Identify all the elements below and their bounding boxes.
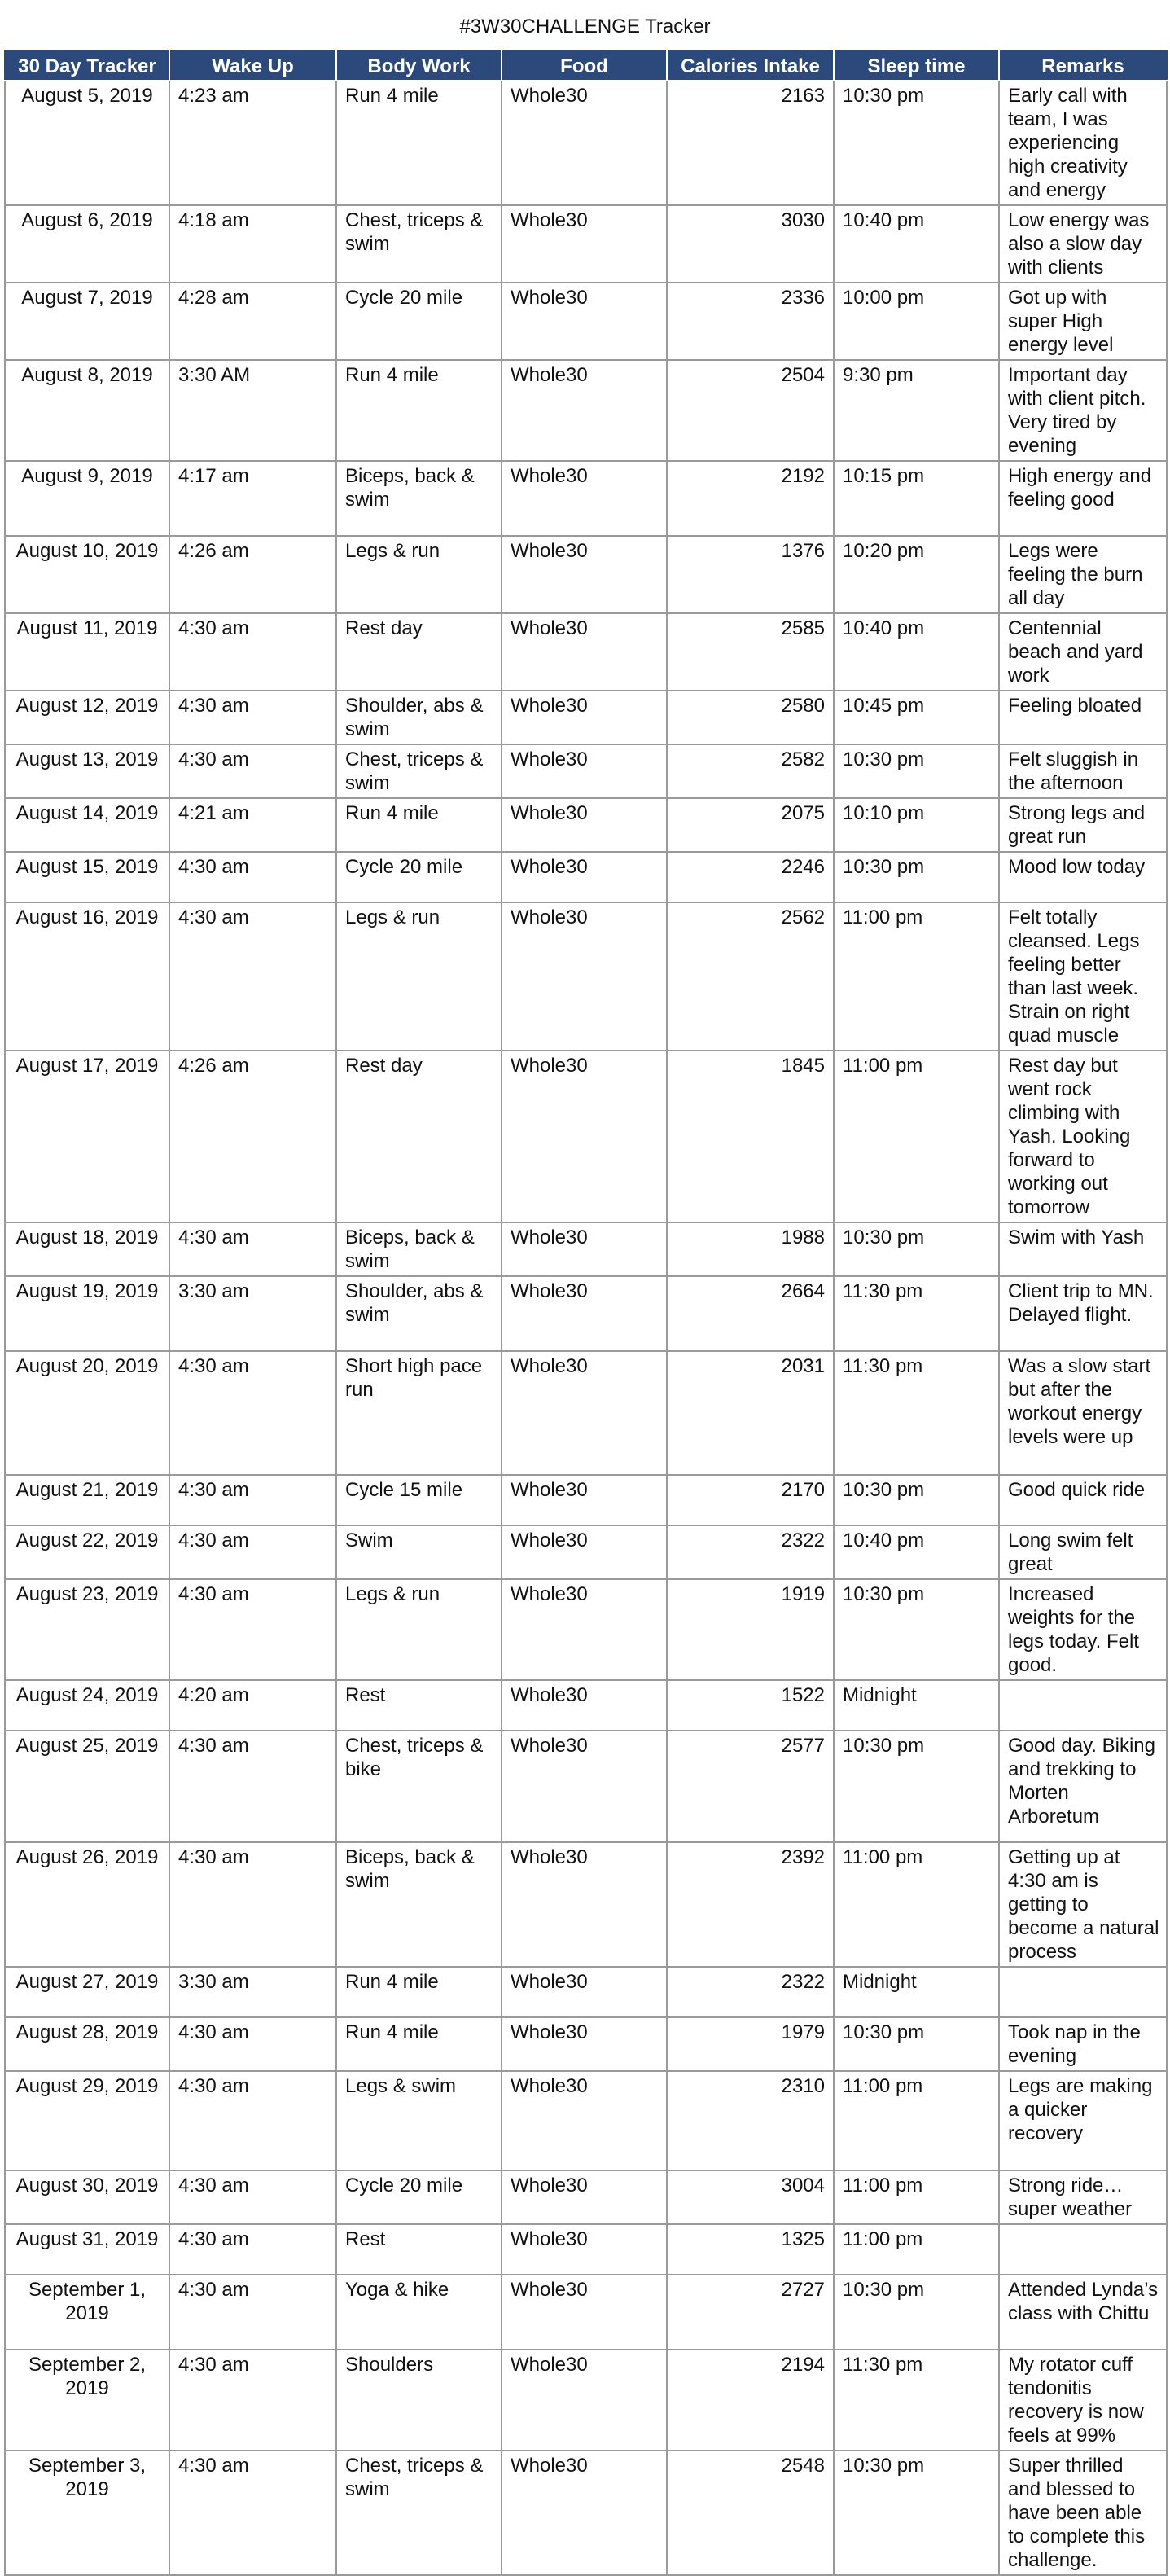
row-calories: 2310: [667, 2071, 834, 2170]
row-food: Whole30: [502, 536, 667, 613]
table-row: [5, 613, 1167, 691]
row-date: September 3, 2019: [5, 2451, 169, 2575]
row-food: Whole30: [502, 2451, 667, 2575]
row-wake-up: 4:30 am: [169, 2451, 336, 2575]
row-calories: 3030: [667, 205, 834, 283]
tracker-table: [4, 50, 1168, 2576]
column-header-wake-up: Wake Up: [169, 51, 336, 81]
table-row: [5, 2017, 1167, 2071]
row-remarks: Mood low today: [999, 852, 1167, 902]
row-body-work: Run 4 mile: [336, 360, 502, 461]
row-body-work: Rest day: [336, 1051, 502, 1222]
row-calories: 2322: [667, 1525, 834, 1579]
row-wake-up: 4:26 am: [169, 1051, 336, 1222]
column-header-sleep-time: Sleep time: [834, 51, 999, 81]
row-food: Whole30: [502, 1967, 667, 2017]
row-remarks: Strong legs and great run: [999, 798, 1167, 852]
row-sleep-time: 11:00 pm: [834, 1842, 999, 1967]
row-body-work: Chest, triceps & bike: [336, 1731, 502, 1842]
row-wake-up: 4:30 am: [169, 2017, 336, 2071]
row-calories: 2548: [667, 2451, 834, 2575]
row-sleep-time: 10:20 pm: [834, 536, 999, 613]
row-calories: 1845: [667, 1051, 834, 1222]
row-date: August 12, 2019: [5, 691, 169, 744]
row-calories: 2504: [667, 360, 834, 461]
row-sleep-time: 11:00 pm: [834, 2071, 999, 2170]
row-wake-up: 4:30 am: [169, 2071, 336, 2170]
row-date: August 21, 2019: [5, 1475, 169, 1525]
row-body-work: Run 4 mile: [336, 81, 502, 205]
row-body-work: Chest, triceps & swim: [336, 744, 502, 798]
row-date: August 27, 2019: [5, 1967, 169, 2017]
row-date: August 5, 2019: [5, 81, 169, 205]
row-calories: 1988: [667, 1222, 834, 1276]
table-row: [5, 1842, 1167, 1967]
row-sleep-time: 11:30 pm: [834, 2350, 999, 2451]
row-remarks: Increased weights for the legs today. Felt good.: [999, 1579, 1167, 1680]
row-sleep-time: 10:30 pm: [834, 2017, 999, 2071]
row-calories: 2577: [667, 1731, 834, 1842]
table-row: [5, 1351, 1167, 1475]
row-sleep-time: 10:45 pm: [834, 691, 999, 744]
row-food: Whole30: [502, 2071, 667, 2170]
row-remarks: My rotator cuff tendonitis recovery is now feels at 99%: [999, 2350, 1167, 2451]
table-row: [5, 902, 1167, 1051]
row-wake-up: 4:20 am: [169, 1680, 336, 1731]
row-remarks: [999, 1967, 1167, 2017]
row-calories: 1325: [667, 2224, 834, 2275]
row-calories: 2562: [667, 902, 834, 1051]
row-food: Whole30: [502, 1475, 667, 1525]
table-row: [5, 1475, 1167, 1525]
row-food: Whole30: [502, 691, 667, 744]
table-row: [5, 2350, 1167, 2451]
row-sleep-time: 10:30 pm: [834, 1579, 999, 1680]
row-wake-up: 4:30 am: [169, 2350, 336, 2451]
row-sleep-time: Midnight: [834, 1680, 999, 1731]
row-remarks: Swim with Yash: [999, 1222, 1167, 1276]
row-date: August 15, 2019: [5, 852, 169, 902]
row-sleep-time: 10:15 pm: [834, 461, 999, 536]
row-date: August 30, 2019: [5, 2170, 169, 2224]
table-row: [5, 2451, 1167, 2575]
row-body-work: Cycle 20 mile: [336, 2170, 502, 2224]
row-food: Whole30: [502, 1842, 667, 1967]
row-sleep-time: 11:30 pm: [834, 1351, 999, 1475]
row-calories: 2664: [667, 1276, 834, 1351]
row-sleep-time: 9:30 pm: [834, 360, 999, 461]
row-body-work: Biceps, back & swim: [336, 1222, 502, 1276]
row-food: Whole30: [502, 2275, 667, 2350]
table-row: [5, 1276, 1167, 1351]
row-remarks: Early call with team, I was experiencing high creativity and energy: [999, 81, 1167, 205]
row-wake-up: 4:30 am: [169, 2275, 336, 2350]
row-date: August 17, 2019: [5, 1051, 169, 1222]
row-remarks: High energy and feeling good: [999, 461, 1167, 536]
row-remarks: Centennial beach and yard work: [999, 613, 1167, 691]
row-remarks: Felt totally cleansed. Legs feeling better than last week. Strain on right quad muscle: [999, 902, 1167, 1051]
row-food: Whole30: [502, 2350, 667, 2451]
row-calories: 1979: [667, 2017, 834, 2071]
column-header-food: Food: [502, 51, 667, 81]
table-row: [5, 798, 1167, 852]
row-wake-up: 4:30 am: [169, 613, 336, 691]
table-row: [5, 360, 1167, 461]
row-date: August 31, 2019: [5, 2224, 169, 2275]
row-body-work: Run 4 mile: [336, 1967, 502, 2017]
row-sleep-time: 10:00 pm: [834, 283, 999, 360]
table-row: [5, 1525, 1167, 1579]
row-wake-up: 4:18 am: [169, 205, 336, 283]
table-row: [5, 536, 1167, 613]
row-sleep-time: 11:00 pm: [834, 1051, 999, 1222]
row-food: Whole30: [502, 1680, 667, 1731]
row-sleep-time: 11:00 pm: [834, 2170, 999, 2224]
row-food: Whole30: [502, 744, 667, 798]
column-header-body-work: Body Work: [336, 51, 502, 81]
row-food: Whole30: [502, 360, 667, 461]
row-remarks: Long swim felt great: [999, 1525, 1167, 1579]
table-row: [5, 81, 1167, 205]
row-calories: 2163: [667, 81, 834, 205]
row-wake-up: 3:30 AM: [169, 360, 336, 461]
row-sleep-time: 10:30 pm: [834, 1475, 999, 1525]
row-body-work: Legs & swim: [336, 2071, 502, 2170]
table-row: [5, 691, 1167, 744]
row-wake-up: 4:30 am: [169, 2170, 336, 2224]
row-date: August 25, 2019: [5, 1731, 169, 1842]
row-sleep-time: 10:30 pm: [834, 1731, 999, 1842]
column-header-day: 30 Day Tracker: [5, 51, 169, 81]
row-date: August 22, 2019: [5, 1525, 169, 1579]
row-sleep-time: 11:30 pm: [834, 1276, 999, 1351]
row-date: August 19, 2019: [5, 1276, 169, 1351]
table-row: [5, 1579, 1167, 1680]
row-wake-up: 4:21 am: [169, 798, 336, 852]
row-wake-up: 3:30 am: [169, 1276, 336, 1351]
row-remarks: Client trip to MN. Delayed flight.: [999, 1276, 1167, 1351]
row-date: August 6, 2019: [5, 205, 169, 283]
row-body-work: Chest, triceps & swim: [336, 205, 502, 283]
row-date: August 29, 2019: [5, 2071, 169, 2170]
row-food: Whole30: [502, 461, 667, 536]
row-calories: 1522: [667, 1680, 834, 1731]
row-date: September 2, 2019: [5, 2350, 169, 2451]
row-calories: 2580: [667, 691, 834, 744]
row-calories: 2031: [667, 1351, 834, 1475]
row-body-work: Run 4 mile: [336, 2017, 502, 2071]
row-body-work: Shoulder, abs & swim: [336, 1276, 502, 1351]
row-remarks: Strong ride… super weather: [999, 2170, 1167, 2224]
row-food: Whole30: [502, 613, 667, 691]
table-row: [5, 1222, 1167, 1276]
row-calories: 2192: [667, 461, 834, 536]
row-body-work: Shoulder, abs & swim: [336, 691, 502, 744]
row-sleep-time: 10:30 pm: [834, 852, 999, 902]
row-food: Whole30: [502, 1579, 667, 1680]
row-body-work: Biceps, back & swim: [336, 461, 502, 536]
row-body-work: Shoulders: [336, 2350, 502, 2451]
row-date: August 7, 2019: [5, 283, 169, 360]
table-row: [5, 2224, 1167, 2275]
table-row: [5, 283, 1167, 360]
row-remarks: Good day. Biking and trekking to Morten Arboretum: [999, 1731, 1167, 1842]
table-row: [5, 2170, 1167, 2224]
row-sleep-time: Midnight: [834, 1967, 999, 2017]
row-food: Whole30: [502, 1276, 667, 1351]
row-remarks: Rest day but went rock climbing with Yash. Looking forward to working out tomorrow: [999, 1051, 1167, 1222]
row-sleep-time: 11:00 pm: [834, 902, 999, 1051]
row-remarks: Good quick ride: [999, 1475, 1167, 1525]
table-row: [5, 2071, 1167, 2170]
row-wake-up: 4:26 am: [169, 536, 336, 613]
row-calories: 2585: [667, 613, 834, 691]
row-calories: 1919: [667, 1579, 834, 1680]
row-wake-up: 4:30 am: [169, 902, 336, 1051]
row-calories: 2075: [667, 798, 834, 852]
row-wake-up: 4:30 am: [169, 1731, 336, 1842]
row-sleep-time: 10:40 pm: [834, 205, 999, 283]
row-remarks: Super thrilled and blessed to have been able to complete this challenge.: [999, 2451, 1167, 2575]
row-remarks: Attended Lynda’s class with Chittu: [999, 2275, 1167, 2350]
row-food: Whole30: [502, 852, 667, 902]
row-remarks: Was a slow start but after the workout energy levels were up: [999, 1351, 1167, 1475]
row-body-work: Cycle 15 mile: [336, 1475, 502, 1525]
row-remarks: [999, 1680, 1167, 1731]
row-body-work: Biceps, back & swim: [336, 1842, 502, 1967]
table-row: [5, 1967, 1167, 2017]
row-date: August 11, 2019: [5, 613, 169, 691]
row-remarks: [999, 2224, 1167, 2275]
row-date: August 14, 2019: [5, 798, 169, 852]
row-body-work: Rest: [336, 2224, 502, 2275]
row-sleep-time: 10:30 pm: [834, 744, 999, 798]
row-date: August 8, 2019: [5, 360, 169, 461]
row-wake-up: 3:30 am: [169, 1967, 336, 2017]
row-food: Whole30: [502, 81, 667, 205]
table-row: [5, 1051, 1167, 1222]
row-food: Whole30: [502, 2170, 667, 2224]
row-sleep-time: 10:30 pm: [834, 81, 999, 205]
row-food: Whole30: [502, 1525, 667, 1579]
row-body-work: Cycle 20 mile: [336, 283, 502, 360]
row-remarks: Took nap in the evening: [999, 2017, 1167, 2071]
row-date: August 9, 2019: [5, 461, 169, 536]
row-calories: 2246: [667, 852, 834, 902]
row-remarks: Legs are making a quicker recovery: [999, 2071, 1167, 2170]
table-row: [5, 744, 1167, 798]
row-date: August 16, 2019: [5, 902, 169, 1051]
row-food: Whole30: [502, 283, 667, 360]
row-food: Whole30: [502, 1731, 667, 1842]
row-body-work: Short high pace run: [336, 1351, 502, 1475]
table-row: [5, 461, 1167, 536]
row-calories: 2727: [667, 2275, 834, 2350]
row-wake-up: 4:28 am: [169, 283, 336, 360]
row-calories: 1376: [667, 536, 834, 613]
row-sleep-time: 10:10 pm: [834, 798, 999, 852]
row-wake-up: 4:17 am: [169, 461, 336, 536]
row-remarks: Getting up at 4:30 am is getting to become a natural process: [999, 1842, 1167, 1967]
row-food: Whole30: [502, 1051, 667, 1222]
row-calories: 2336: [667, 283, 834, 360]
row-wake-up: 4:30 am: [169, 1351, 336, 1475]
row-date: August 28, 2019: [5, 2017, 169, 2071]
row-body-work: Swim: [336, 1525, 502, 1579]
row-body-work: Cycle 20 mile: [336, 852, 502, 902]
row-food: Whole30: [502, 2017, 667, 2071]
row-body-work: Chest, triceps & swim: [336, 2451, 502, 2575]
row-wake-up: 4:30 am: [169, 2224, 336, 2275]
row-date: August 20, 2019: [5, 1351, 169, 1475]
row-remarks: Felt sluggish in the afternoon: [999, 744, 1167, 798]
row-date: August 13, 2019: [5, 744, 169, 798]
row-remarks: Important day with client pitch. Very tired by evening: [999, 360, 1167, 461]
row-date: August 10, 2019: [5, 536, 169, 613]
row-date: August 18, 2019: [5, 1222, 169, 1276]
row-wake-up: 4:30 am: [169, 691, 336, 744]
row-sleep-time: 10:30 pm: [834, 1222, 999, 1276]
row-food: Whole30: [502, 798, 667, 852]
table-row: [5, 1731, 1167, 1842]
row-date: September 1, 2019: [5, 2275, 169, 2350]
table-body: [5, 81, 1167, 2575]
row-body-work: Rest day: [336, 613, 502, 691]
column-header-calories: Calories Intake: [667, 51, 834, 81]
row-food: Whole30: [502, 1351, 667, 1475]
row-wake-up: 4:30 am: [169, 852, 336, 902]
row-body-work: Run 4 mile: [336, 798, 502, 852]
row-wake-up: 4:30 am: [169, 1222, 336, 1276]
row-body-work: Legs & run: [336, 536, 502, 613]
row-remarks: Feeling bloated: [999, 691, 1167, 744]
row-body-work: Legs & run: [336, 1579, 502, 1680]
row-wake-up: 4:30 am: [169, 744, 336, 798]
row-food: Whole30: [502, 205, 667, 283]
row-calories: 2392: [667, 1842, 834, 1967]
row-food: Whole30: [502, 2224, 667, 2275]
row-body-work: Legs & run: [336, 902, 502, 1051]
row-calories: 2194: [667, 2350, 834, 2451]
column-header-remarks: Remarks: [999, 51, 1167, 81]
table-row: [5, 2275, 1167, 2350]
table-row: [5, 205, 1167, 283]
header-row: [5, 51, 1167, 81]
table-row: [5, 852, 1167, 902]
row-sleep-time: 10:40 pm: [834, 1525, 999, 1579]
row-sleep-time: 10:30 pm: [834, 2275, 999, 2350]
row-sleep-time: 10:30 pm: [834, 2451, 999, 2575]
row-food: Whole30: [502, 1222, 667, 1276]
row-food: Whole30: [502, 902, 667, 1051]
row-body-work: Yoga & hike: [336, 2275, 502, 2350]
row-remarks: Legs were feeling the burn all day: [999, 536, 1167, 613]
row-calories: 3004: [667, 2170, 834, 2224]
row-wake-up: 4:30 am: [169, 1579, 336, 1680]
row-calories: 2170: [667, 1475, 834, 1525]
row-wake-up: 4:23 am: [169, 81, 336, 205]
row-calories: 2582: [667, 744, 834, 798]
row-wake-up: 4:30 am: [169, 1525, 336, 1579]
row-sleep-time: 10:40 pm: [834, 613, 999, 691]
row-body-work: Rest: [336, 1680, 502, 1731]
row-calories: 2322: [667, 1967, 834, 2017]
row-date: August 24, 2019: [5, 1680, 169, 1731]
page-title: #3W30CHALLENGE Tracker: [459, 15, 711, 37]
table-row: [5, 1680, 1167, 1731]
row-remarks: Got up with super High energy level: [999, 283, 1167, 360]
row-date: August 26, 2019: [5, 1842, 169, 1967]
row-date: August 23, 2019: [5, 1579, 169, 1680]
row-sleep-time: 11:00 pm: [834, 2224, 999, 2275]
row-remarks: Low energy was also a slow day with clients: [999, 205, 1167, 283]
row-wake-up: 4:30 am: [169, 1475, 336, 1525]
row-wake-up: 4:30 am: [169, 1842, 336, 1967]
